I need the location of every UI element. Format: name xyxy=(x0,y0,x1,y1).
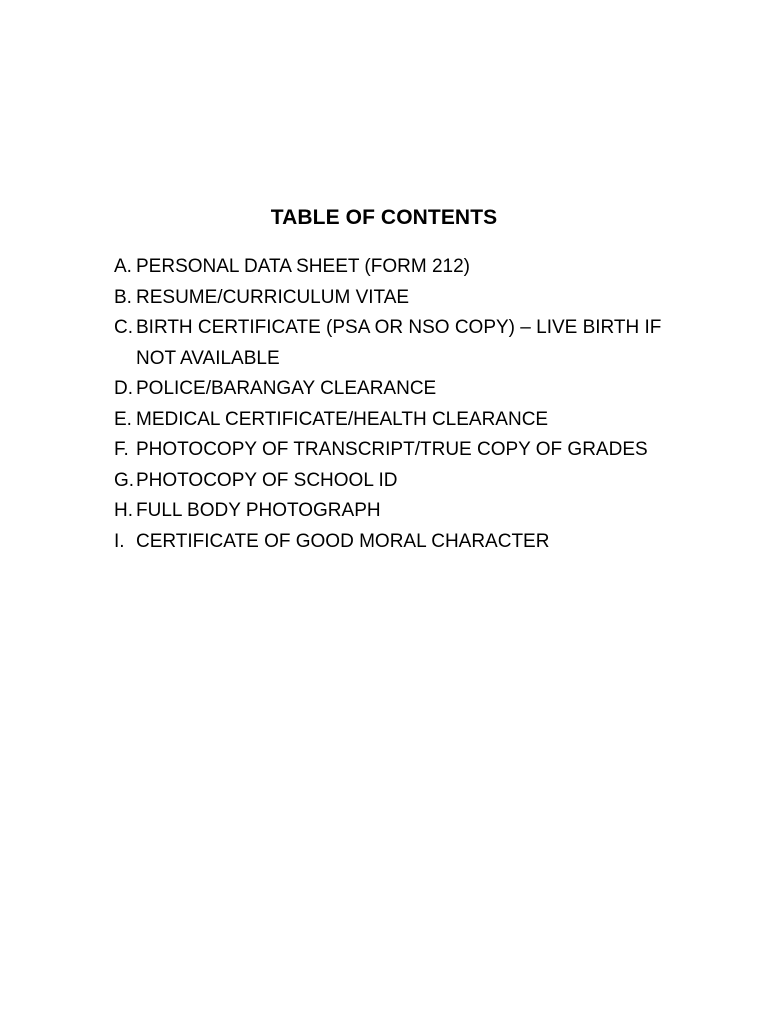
toc-item-text: PERSONAL DATA SHEET (FORM 212) xyxy=(136,256,470,277)
toc-item-text: FULL BODY PHOTOGRAPH xyxy=(136,500,381,521)
toc-item-a xyxy=(114,252,714,283)
toc-item-letter: G. xyxy=(114,469,135,491)
toc-item-letter: B. xyxy=(114,286,132,308)
toc-item-letter: E. xyxy=(114,408,132,430)
toc-item-text: BIRTH CERTIFICATE (PSA OR NSO COPY) – LIVE BIRTH IF xyxy=(136,317,662,338)
toc-item-h xyxy=(114,496,714,527)
toc-item-f xyxy=(114,435,714,466)
toc-item-i xyxy=(114,527,714,558)
toc-item-letter: C. xyxy=(114,317,133,338)
toc-item-text: RESUME/CURRICULUM VITAE xyxy=(136,286,410,308)
toc-item-e xyxy=(114,405,714,436)
toc-item-text: POLICE/BARANGAY CLEARANCE xyxy=(136,378,437,399)
toc-item-b xyxy=(114,283,714,314)
toc-item-text: MEDICAL CERTIFICATE/HEALTH CLEARANCE xyxy=(136,408,549,430)
toc-item-text-continuation: NOT AVAILABLE xyxy=(136,347,280,369)
toc-item-letter: H. xyxy=(114,500,133,521)
toc-list xyxy=(114,252,714,557)
toc-item-letter: D. xyxy=(114,378,133,399)
toc-item-text: CERTIFICATE OF GOOD MORAL CHARACTER xyxy=(136,530,550,552)
toc-title: TABLE OF CONTENTS xyxy=(270,206,498,229)
toc-item-text: PHOTOCOPY OF TRANSCRIPT/TRUE COPY OF GRADES xyxy=(136,439,648,460)
toc-item-letter: F. xyxy=(114,439,129,460)
toc-item-letter: I. xyxy=(114,530,125,552)
toc-item-c xyxy=(114,313,714,374)
toc-item-letter: A. xyxy=(114,256,132,277)
toc-item-d xyxy=(114,374,714,405)
toc-item-text: PHOTOCOPY OF SCHOOL ID xyxy=(136,469,398,491)
toc-item-g xyxy=(114,466,714,497)
